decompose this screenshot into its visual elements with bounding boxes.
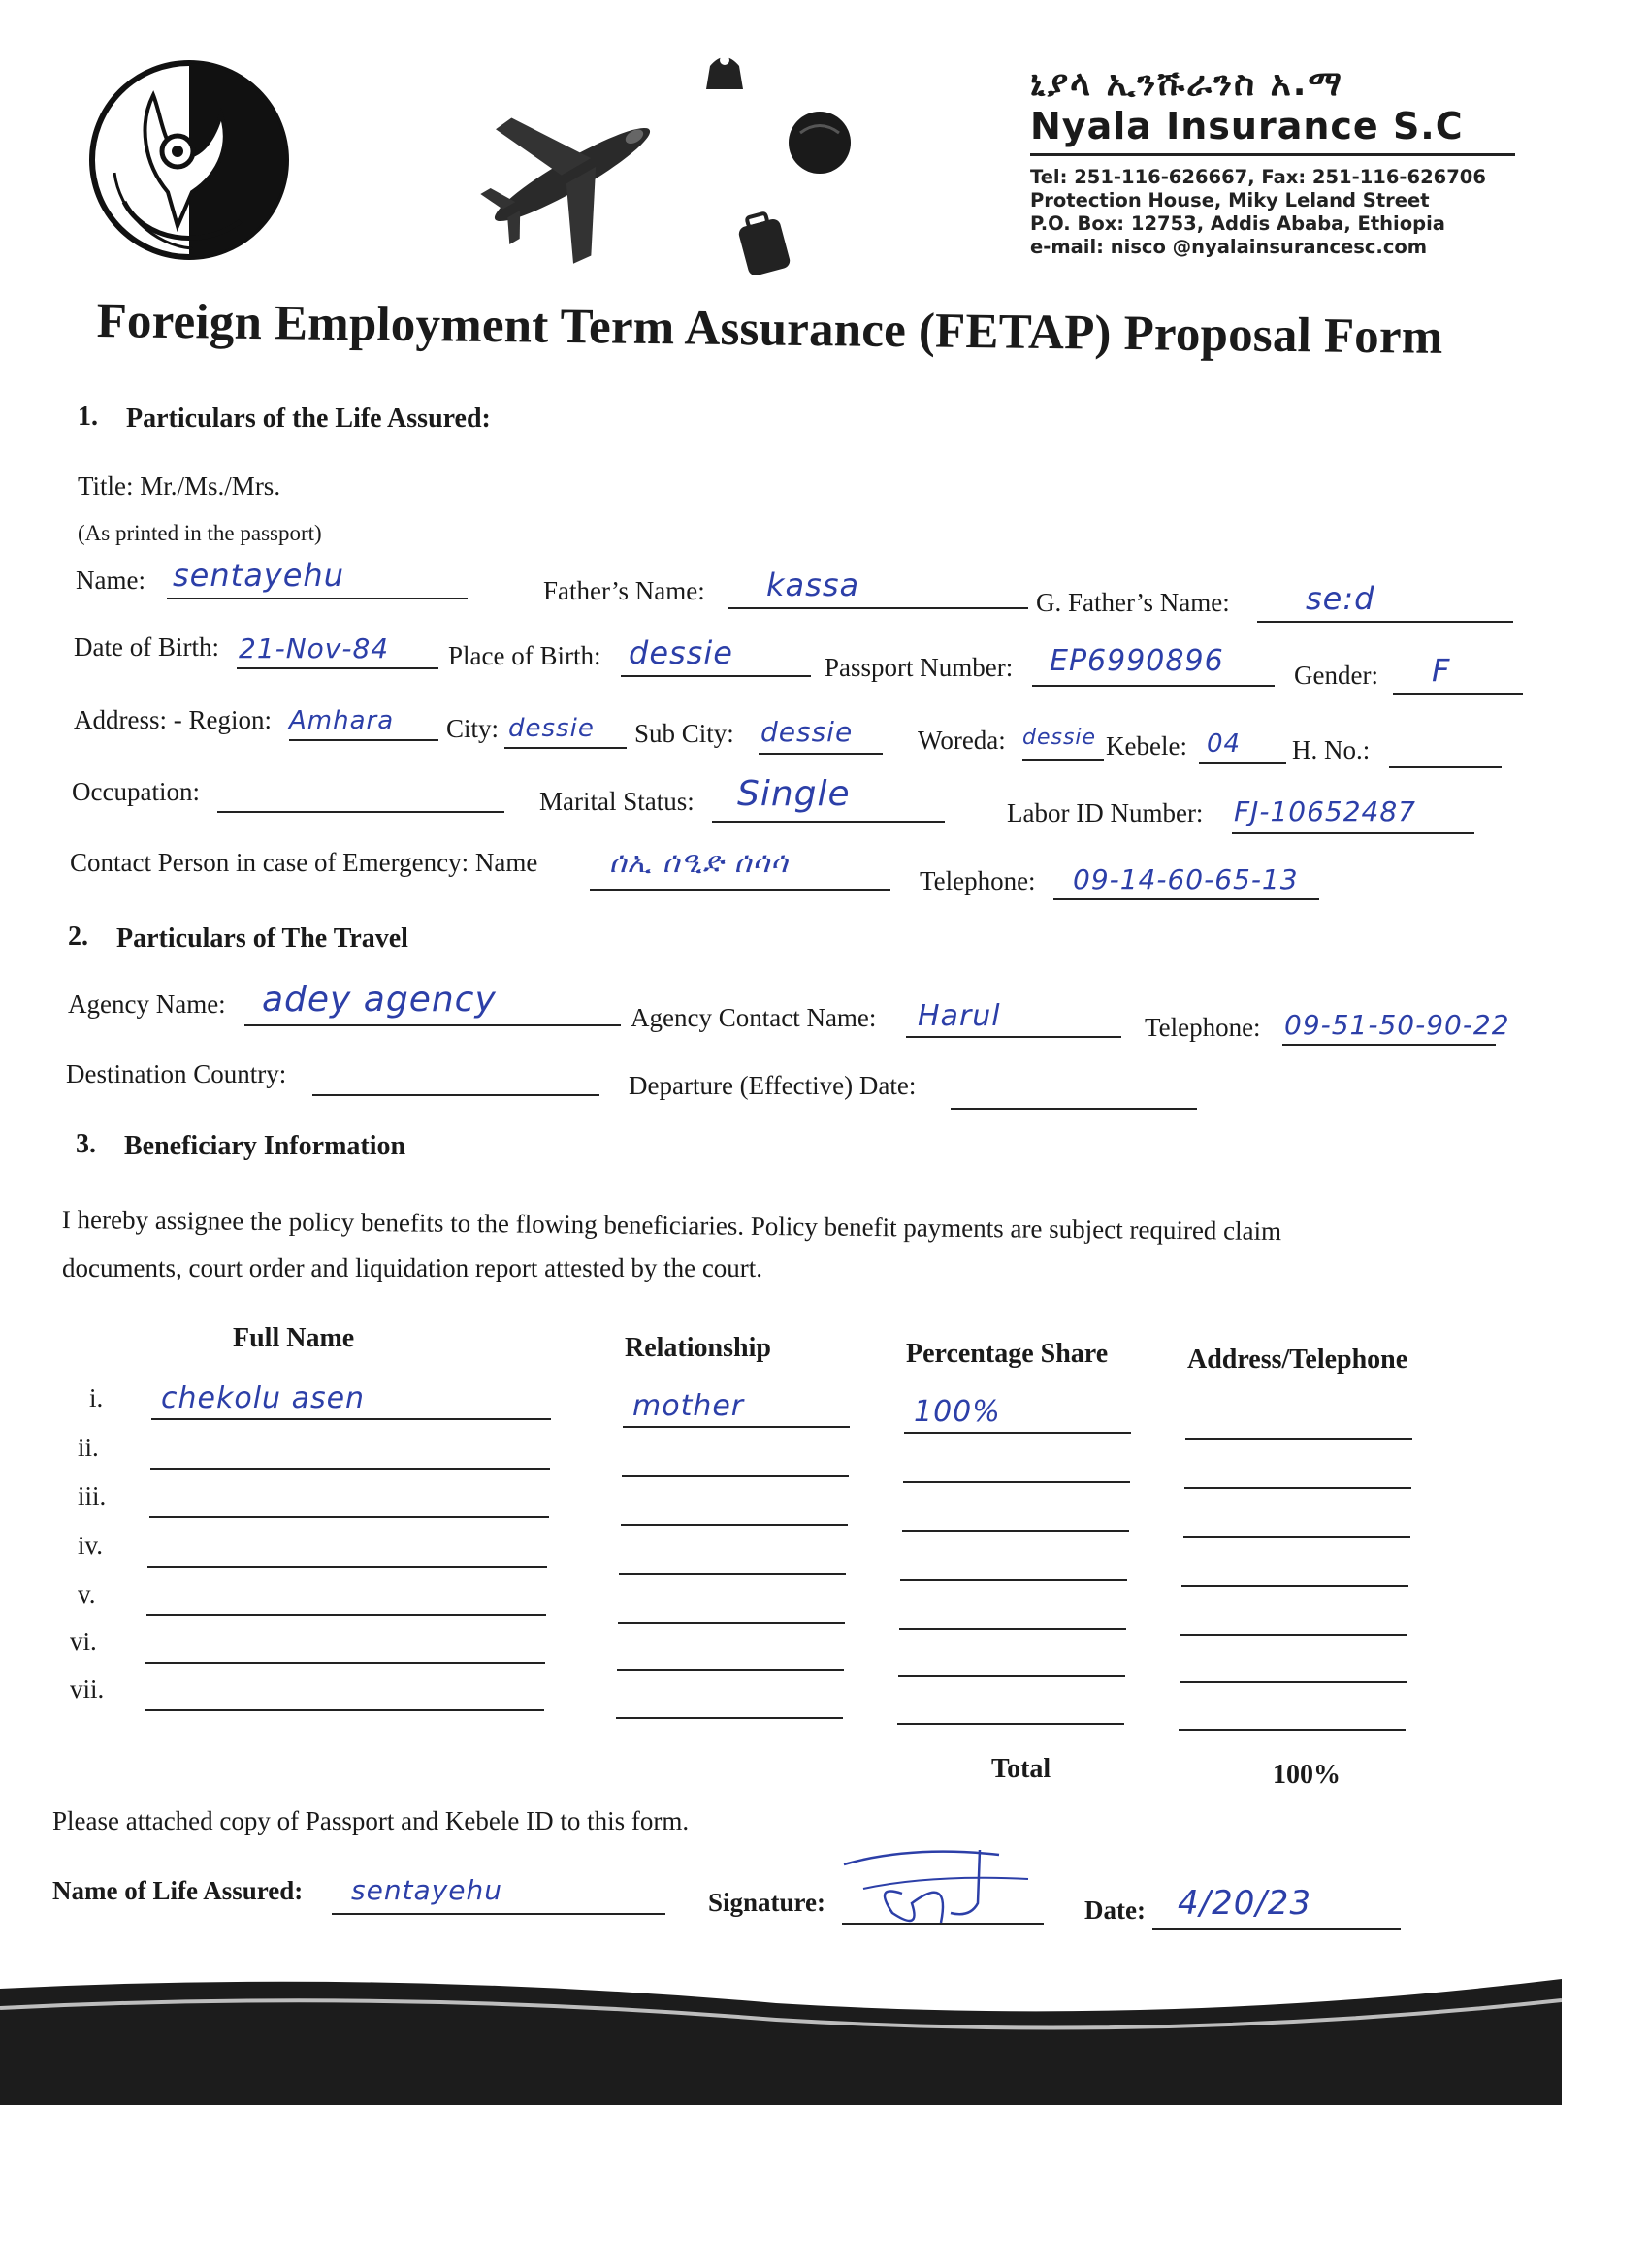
beneficiary-paragraph-line2: documents, court order and liquidation report attested by the court. — [62, 1253, 763, 1282]
bag-icon — [700, 47, 749, 95]
beneficiary-name-value: chekolu asen — [161, 1381, 366, 1415]
beneficiary-address-field[interactable] — [1179, 1729, 1406, 1731]
emergency-telephone-field[interactable] — [1053, 898, 1319, 900]
beneficiary-relationship-field[interactable] — [618, 1622, 845, 1624]
agency-telephone-label: Telephone: — [1145, 1013, 1261, 1042]
beneficiary-address-field[interactable] — [1180, 1681, 1406, 1683]
region-value: Amhara — [289, 706, 395, 735]
beneficiary-address-field[interactable] — [1180, 1634, 1407, 1636]
life-assured-name-value: sentayehu — [351, 1874, 502, 1906]
beneficiary-share-field[interactable] — [904, 1432, 1131, 1434]
passport-number-value: EP6990896 — [1050, 644, 1224, 678]
gender-value: F — [1432, 652, 1451, 689]
beneficiary-name-field[interactable] — [150, 1468, 550, 1470]
beneficiary-relationship-field[interactable] — [622, 1475, 849, 1477]
name-field[interactable] — [167, 598, 468, 599]
section1-heading: Particulars of the Life Assured: — [126, 404, 491, 434]
labor-id-field[interactable] — [1232, 832, 1474, 834]
emergency-contact-field[interactable] — [590, 889, 890, 891]
city-value: dessie — [508, 714, 595, 743]
beneficiary-address-field[interactable] — [1184, 1487, 1411, 1489]
section2-heading: Particulars of The Travel — [116, 923, 408, 954]
region-label: Address: - Region: — [74, 705, 272, 734]
beneficiary-share-field[interactable] — [898, 1675, 1125, 1677]
life-assured-name-label: Name of Life Assured: — [52, 1876, 304, 1905]
beneficiary-share-value: 100% — [914, 1395, 1001, 1429]
footer-decorative-band — [0, 1950, 1562, 2105]
marital-status-label: Marital Status: — [539, 787, 695, 816]
total-label: Total — [991, 1754, 1051, 1784]
kebele-field[interactable] — [1199, 762, 1286, 764]
occupation-field[interactable] — [217, 811, 504, 813]
row-number: vii. — [70, 1674, 105, 1704]
kebele-label: Kebele: — [1106, 731, 1187, 761]
suitcase-icon — [735, 209, 793, 276]
col-address-telephone: Address/Telephone — [1187, 1345, 1408, 1375]
subcity-value: dessie — [760, 716, 854, 748]
father-name-field[interactable] — [728, 607, 1028, 609]
beneficiary-share-field[interactable] — [897, 1723, 1124, 1725]
company-name: Nyala Insurance S.C — [1030, 105, 1464, 147]
beneficiary-name-field[interactable] — [146, 1614, 546, 1616]
date-field[interactable] — [1152, 1928, 1401, 1930]
passport-number-label: Passport Number: — [824, 653, 1014, 682]
house-number-field[interactable] — [1389, 766, 1502, 768]
row-number: i. — [89, 1383, 104, 1412]
beneficiary-address-field[interactable] — [1183, 1536, 1410, 1538]
beneficiary-name-field[interactable] — [149, 1516, 549, 1518]
company-email: e-mail: nisco @nyalainsurancesc.com — [1030, 236, 1428, 258]
house-number-label: H. No.: — [1292, 735, 1371, 764]
city-label: City: — [446, 714, 500, 743]
col-percentage-share: Percentage Share — [906, 1339, 1109, 1369]
row-number: v. — [78, 1578, 96, 1608]
emergency-telephone-label: Telephone: — [920, 866, 1036, 895]
attach-note: Please attached copy of Passport and Kebele ID to this form. — [52, 1806, 690, 1835]
company-tel-fax: Tel: 251-116-626667, Fax: 251-116-626706 — [1030, 166, 1486, 188]
beneficiary-relationship-field[interactable] — [621, 1524, 848, 1526]
company-pobox: P.O. Box: 12753, Addis Ababa, Ethiopia — [1030, 212, 1445, 235]
row-number: iii. — [78, 1480, 107, 1510]
beneficiary-name-field[interactable] — [145, 1709, 544, 1711]
company-header-block — [1030, 64, 1535, 259]
emergency-telephone-value: 09-14-60-65-13 — [1073, 863, 1299, 895]
agency-contact-field[interactable] — [906, 1036, 1121, 1038]
beneficiary-name-field[interactable] — [151, 1418, 551, 1420]
marital-status-value: Single — [737, 774, 851, 814]
pob-value: dessie — [629, 634, 733, 671]
total-value: 100% — [1273, 1760, 1341, 1790]
beneficiary-name-field[interactable] — [147, 1566, 547, 1568]
pob-field[interactable] — [621, 675, 811, 677]
marital-status-field[interactable] — [712, 821, 945, 823]
occupation-label: Occupation: — [72, 777, 200, 806]
section3-heading: Beneficiary Information — [124, 1131, 406, 1161]
gfather-name-field[interactable] — [1257, 621, 1513, 623]
col-relationship: Relationship — [625, 1333, 771, 1363]
subcity-field[interactable] — [759, 753, 883, 755]
beneficiary-share-field[interactable] — [902, 1530, 1129, 1532]
woreda-value: dessie — [1022, 726, 1097, 750]
destination-country-field[interactable] — [312, 1094, 599, 1096]
dob-label: Date of Birth: — [74, 632, 219, 662]
beneficiary-relationship-field[interactable] — [617, 1669, 844, 1671]
father-name-value: kassa — [766, 567, 860, 603]
section2-number: 2. — [68, 922, 88, 952]
pob-label: Place of Birth: — [448, 641, 601, 670]
agency-contact-value: Harul — [918, 999, 1001, 1033]
nyala-antelope-logo-icon — [85, 56, 294, 265]
gender-field[interactable] — [1393, 693, 1523, 695]
beneficiary-relationship-field[interactable] — [623, 1426, 850, 1428]
row-number: ii. — [78, 1433, 99, 1463]
beneficiary-paragraph-line1: I hereby assignee the policy benefits to the flowing beneficiaries. Policy benefit payments are subject required claim — [61, 1205, 1282, 1247]
row-number: vi. — [70, 1627, 97, 1656]
city-field[interactable] — [504, 747, 627, 749]
departure-date-label: Departure (Effective) Date: — [629, 1071, 917, 1100]
dob-value: 21-Nov-84 — [239, 632, 390, 664]
row-number: iv. — [78, 1531, 103, 1561]
col-full-name: Full Name — [233, 1323, 355, 1353]
title-label: Title: Mr./Ms./Mrs. — [78, 471, 281, 501]
agency-name-field[interactable] — [244, 1024, 621, 1026]
beneficiary-share-field[interactable] — [903, 1481, 1130, 1483]
dob-field[interactable] — [237, 667, 438, 669]
globe-icon — [786, 109, 854, 177]
region-field[interactable] — [289, 739, 438, 741]
beneficiary-address-field[interactable] — [1181, 1585, 1408, 1587]
name-label: Name: — [76, 566, 146, 595]
date-label: Date: — [1084, 1895, 1146, 1925]
labor-id-label: Labor ID Number: — [1007, 798, 1204, 827]
agency-contact-label: Agency Contact Name: — [630, 1003, 877, 1032]
kebele-value: 04 — [1207, 729, 1242, 759]
header-divider — [1030, 153, 1515, 156]
life-assured-name-field[interactable] — [332, 1913, 665, 1915]
beneficiary-address-field[interactable] — [1185, 1438, 1412, 1440]
date-value: 4/20/23 — [1178, 1884, 1312, 1923]
name-value: sentayehu — [173, 557, 344, 594]
beneficiary-name-field[interactable] — [146, 1662, 545, 1664]
beneficiary-relationship-value: mother — [632, 1389, 745, 1423]
passport-number-field[interactable] — [1032, 685, 1275, 687]
signature-label: Signature: — [708, 1888, 826, 1917]
emergency-contact-value: ሰኢ ሰዒድ ሰሳሳ — [609, 846, 789, 880]
woreda-label: Woreda: — [918, 726, 1006, 755]
form-title: Foreign Employment Term Assurance (FETAP) Proposal Form — [96, 293, 1443, 365]
gfather-name-label: G. Father’s Name: — [1036, 588, 1230, 617]
beneficiary-share-field[interactable] — [899, 1628, 1126, 1630]
beneficiary-relationship-field[interactable] — [616, 1717, 843, 1719]
company-amharic-name: ኒያላ ኢንሹራንስ አ.ማ — [1030, 64, 1344, 104]
labor-id-value: FJ-10652487 — [1234, 795, 1416, 827]
section1-number: 1. — [78, 402, 98, 432]
gender-label: Gender: — [1294, 661, 1378, 690]
agency-name-label: Agency Name: — [68, 989, 226, 1019]
gfather-name-value: se:d — [1306, 580, 1375, 617]
beneficiary-share-field[interactable] — [900, 1579, 1127, 1581]
agency-name-value: adey agency — [262, 980, 497, 1020]
beneficiary-relationship-field[interactable] — [619, 1573, 846, 1575]
destination-country-label: Destination Country: — [66, 1059, 287, 1088]
company-address: Protection House, Miky Leland Street — [1030, 189, 1430, 211]
agency-telephone-value: 09-51-50-90-22 — [1284, 1009, 1510, 1041]
departure-date-field[interactable] — [951, 1108, 1197, 1110]
father-name-label: Father’s Name: — [543, 576, 705, 605]
handwritten-signature — [834, 1835, 1048, 1942]
subcity-label: Sub City: — [634, 719, 734, 748]
title-note: (As printed in the passport) — [78, 521, 322, 545]
woreda-field[interactable] — [1022, 759, 1104, 761]
airplane-icon — [475, 78, 669, 272]
section3-number: 3. — [76, 1129, 96, 1159]
agency-telephone-field[interactable] — [1282, 1044, 1496, 1046]
emergency-contact-label: Contact Person in case of Emergency: Name — [70, 848, 538, 877]
